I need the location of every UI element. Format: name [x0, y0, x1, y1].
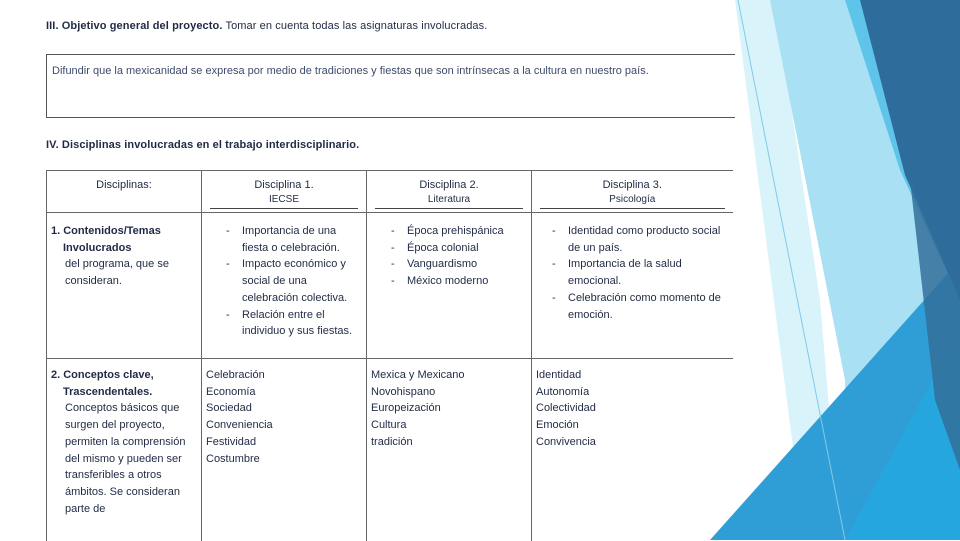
row2-label-desc: Conceptos básicos que surgen del proyecto, permiten la comprensión del mismo y pueden ser transferibles a otros ámbitos. Se consideran parte de [65, 402, 186, 515]
row2-label-title: 2. Conceptos clave, [51, 369, 154, 381]
disciplines-table [46, 170, 733, 541]
header-discipline-3 [532, 171, 733, 213]
list-item: Mexica y Mexicano [371, 369, 465, 381]
list-item: - Importancia de la salud emocional. [532, 256, 727, 289]
header-discipline-1 [202, 171, 367, 213]
list-item: Novohispano [371, 385, 436, 398]
table-header-row [47, 171, 733, 213]
section4-title: IV. Disciplinas involucradas en el trabajo interdisciplinario. [46, 139, 360, 151]
list-item: Autonomía [536, 385, 590, 398]
list-item: Celebración [206, 369, 265, 381]
list-item: Identidad [536, 369, 582, 381]
list-item: - Relación entre el individuo y sus fiestas. [202, 307, 360, 340]
discipline-2-subject: Literatura [375, 193, 523, 209]
list-item: - Época colonial [367, 240, 525, 257]
discipline-2-title: Disciplina 2. [419, 179, 479, 191]
section3-title: III. Objetivo general del proyecto. [46, 20, 223, 32]
objective-box [46, 54, 735, 118]
list-item: - Impacto económico y social de una celebración colectiva. [202, 256, 360, 306]
row1-label [47, 213, 202, 359]
row2-label-sub: Trascendentales. [63, 385, 153, 398]
discipline-3-title: Disciplina 3. [602, 179, 662, 191]
list-item: Sociedad [206, 402, 252, 415]
section3-heading [46, 20, 487, 32]
table-row-conceptos [47, 359, 733, 541]
list-item: - México moderno [367, 273, 525, 290]
list-item: - Vanguardismo [367, 256, 525, 273]
list-item: - Celebración como momento de emoción. [532, 290, 727, 323]
row1-label-desc: del programa, que se consideran. [65, 258, 169, 288]
list-item: - Época prehispánica [367, 223, 525, 240]
table-row-contenidos [47, 213, 733, 359]
list-item: Colectividad [536, 402, 596, 415]
row2-discipline-1 [202, 359, 367, 541]
list-item: Europeización [371, 402, 441, 415]
list-item: Emoción [536, 419, 579, 432]
section4-heading [46, 139, 359, 151]
row2-discipline-3 [532, 359, 733, 541]
list-item: tradición [371, 435, 413, 448]
list-item: Costumbre [206, 452, 260, 465]
list-item: Cultura [371, 419, 407, 432]
list-item: - Importancia de una fiesta o celebración. [202, 223, 360, 256]
row1-label-title: 1. Contenidos/Temas [51, 225, 161, 237]
section3-note: Tomar en cuenta todas las asignaturas involucradas. [225, 20, 488, 32]
row1-discipline-2 [367, 213, 532, 359]
list-item: Economía [206, 385, 256, 398]
discipline-1-title: Disciplina 1. [254, 179, 314, 191]
row2-label [47, 359, 202, 541]
discipline-1-subject: IECSE [210, 193, 358, 209]
row1-discipline-1 [202, 213, 367, 359]
discipline-3-subject: Psicología [540, 193, 725, 209]
header-discipline-2 [367, 171, 532, 213]
objective-text: Difundir que la mexicanidad se expresa por medio de tradiciones y fiestas que son intrínsecas a la cultura en nuestro país. [52, 65, 649, 77]
list-item: Conveniencia [206, 419, 273, 432]
list-item: Festividad [206, 435, 257, 448]
row1-label-sub: Involucrados [63, 241, 132, 254]
row1-discipline-3 [532, 213, 733, 359]
row2-discipline-2 [367, 359, 532, 541]
list-item: Convivencia [536, 435, 596, 448]
header-disciplinas: Disciplinas: [47, 171, 202, 213]
list-item: - Identidad como producto social de un país. [532, 223, 727, 256]
